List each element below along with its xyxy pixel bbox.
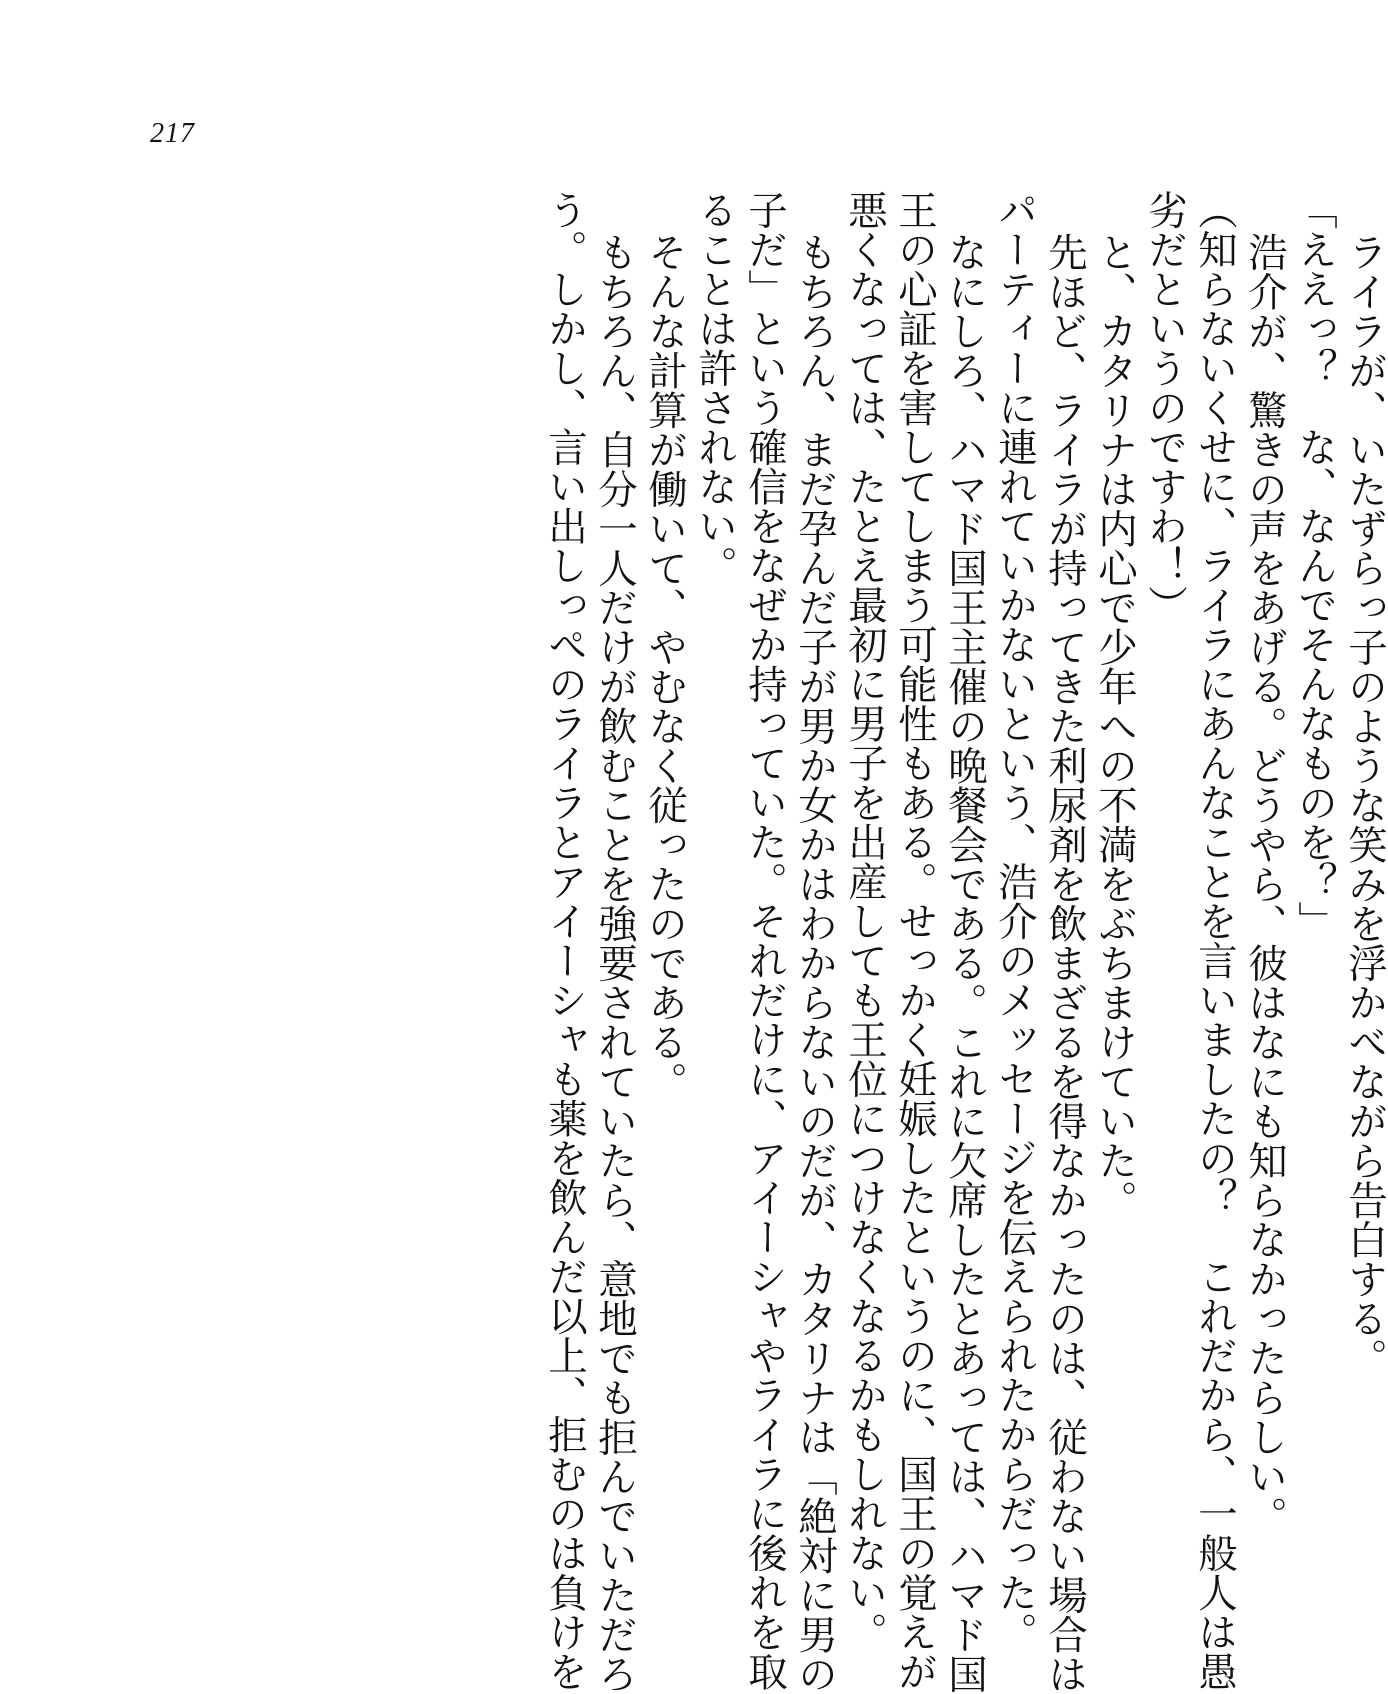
text-column: 浩介が、驚きの声をあげる。どうやら、彼はなにも知らなかったらしい。 — [1242, 232, 1288, 1536]
text-column: 「ええっ？ な、なんでそんなものを？」 — [1292, 190, 1338, 941]
text-column: そんな計算が働いて、やむなく従ったのである。 — [642, 232, 688, 1101]
text-column: と、カタリナは内心で少年への不満をぶちまけていた。 — [1092, 232, 1138, 1220]
text-column: ることは許されない。 — [692, 190, 738, 585]
text-column: 先ほど、ライラが持ってきた利尿剤を飲まざるを得なかったのは、従わない場合は — [1042, 232, 1088, 1694]
text-column: パーティーに連れていかないという、浩介のメッセージを伝えられたからだった。 — [992, 190, 1038, 1652]
text-column: ライラが、いたずらっ子のような笑みを浮かべながら告白する。 — [1342, 232, 1388, 1378]
text-column: なにしろ、ハマド国王主催の晩餐会である。これに欠席したとあっては、ハマド国 — [942, 232, 988, 1694]
body-text — [542, 190, 1388, 1694]
text-column: もちろん、自分一人だけが飲むことを強要されていたら、意地でも拒んでいただろ — [592, 232, 638, 1694]
text-column: （知らないくせに、ライラにあんなことを言いましたの？ これだから、一般人は愚 — [1192, 190, 1238, 1691]
text-column: 悪くなっては、たとえ最初に男子を出産しても王位につけなくなるかもしれない。 — [842, 190, 888, 1652]
text-column: 劣だというのですわ！） — [1142, 190, 1188, 625]
text-column: う。しかし、言い出しっぺのライラとアイーシャも薬を飲んだ以上、拒むのは負けを — [542, 190, 588, 1691]
text-column: 王の心証を害してしまう可能性もある。せっかく妊娠したというのに、国王の覚えが — [892, 190, 938, 1691]
text-column: もちろん、まだ孕んだ子が男か女かはわからないのだが、カタリナは「絶対に男の — [792, 232, 838, 1694]
text-column: 子だ」という確信をなぜか持っていた。それだけに、アイーシャやライラに後れを取 — [742, 190, 788, 1691]
page-number: 217 — [150, 118, 195, 149]
